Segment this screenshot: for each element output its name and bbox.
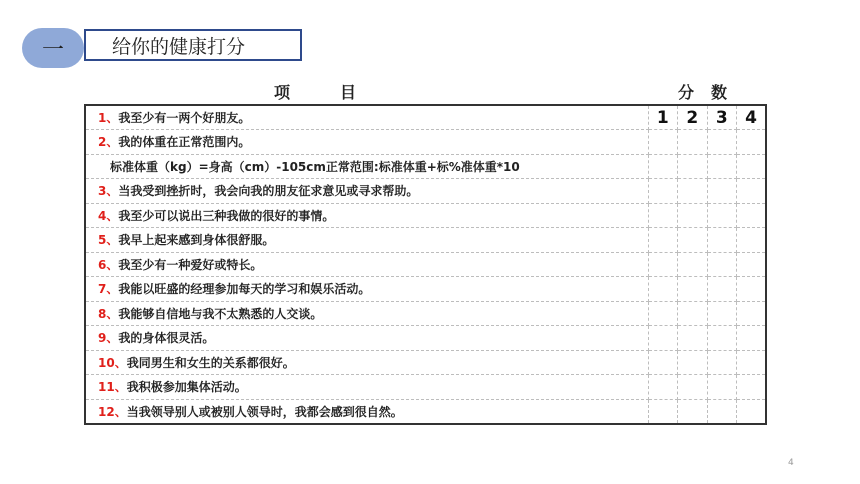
score-cell[interactable] xyxy=(678,130,708,155)
item-text: 我至少可以说出三种我做的很好的事情。 xyxy=(118,208,335,223)
score-cell[interactable] xyxy=(737,326,767,351)
item-number: 2、 xyxy=(98,135,119,150)
item-cell xyxy=(85,375,648,400)
page-number: 4 xyxy=(788,458,794,468)
score-cell[interactable] xyxy=(678,301,708,326)
item-cell xyxy=(85,203,648,228)
table-row xyxy=(85,326,766,351)
item-cell xyxy=(85,130,648,155)
score-cell[interactable] xyxy=(737,399,767,424)
item-text: 我同男生和女生的关系都很好。 xyxy=(126,355,295,370)
item-number: 7、 xyxy=(98,282,119,297)
table-row xyxy=(85,399,766,424)
score-cell[interactable] xyxy=(678,399,708,424)
score-cell[interactable] xyxy=(678,326,708,351)
score-cell[interactable] xyxy=(678,228,708,253)
table-row xyxy=(85,179,766,204)
score-cell[interactable] xyxy=(737,350,767,375)
item-text: 我至少有一种爱好或特长。 xyxy=(118,257,263,272)
item-number: 1、 xyxy=(98,111,119,125)
score-cell[interactable] xyxy=(737,277,767,302)
table-row xyxy=(85,228,766,253)
item-number: 6、 xyxy=(98,257,119,272)
item-cell xyxy=(85,301,648,326)
table-row xyxy=(85,130,766,155)
score-cell[interactable] xyxy=(707,130,737,155)
score-header-2: 2 xyxy=(678,105,708,130)
score-cell[interactable] xyxy=(648,277,678,302)
item-text: 当我领导别人或被别人领导时，我都会感到很自然。 xyxy=(126,404,403,419)
score-cell[interactable] xyxy=(707,326,737,351)
item-text: 我至少有一两个好朋友。 xyxy=(118,111,251,125)
item-text: 标准体重（kg）=身高（cm）-105cm正常范围:标准体重+标%准体重*10 xyxy=(110,159,520,174)
column-header-score: 分 数 xyxy=(678,83,728,102)
score-cell[interactable] xyxy=(648,179,678,204)
score-cell[interactable] xyxy=(737,130,767,155)
health-score-table xyxy=(84,104,767,425)
score-cell[interactable] xyxy=(737,301,767,326)
score-cell[interactable] xyxy=(648,350,678,375)
section-title: 给你的健康打分 xyxy=(84,29,302,61)
score-cell[interactable] xyxy=(737,375,767,400)
table-row xyxy=(85,105,766,130)
score-cell[interactable] xyxy=(737,179,767,204)
score-cell[interactable] xyxy=(678,179,708,204)
item-cell xyxy=(85,252,648,277)
score-cell[interactable] xyxy=(707,154,737,179)
score-cell[interactable] xyxy=(707,350,737,375)
score-cell[interactable] xyxy=(678,375,708,400)
score-cell[interactable] xyxy=(678,277,708,302)
item-text: 我能够自信地与我不太熟悉的人交谈。 xyxy=(118,306,323,321)
item-text: 我的体重在正常范围内。 xyxy=(118,135,251,150)
table-row xyxy=(85,301,766,326)
section-number-badge: 一 xyxy=(22,28,84,68)
item-text: 我积极参加集体活动。 xyxy=(126,380,247,395)
score-cell[interactable] xyxy=(678,203,708,228)
item-cell xyxy=(85,326,648,351)
score-cell[interactable] xyxy=(648,399,678,424)
item-cell xyxy=(85,228,648,253)
table-row xyxy=(85,375,766,400)
item-text: 当我受到挫折时，我会向我的朋友征求意见或寻求帮助。 xyxy=(118,184,419,199)
item-cell xyxy=(85,277,648,302)
score-cell[interactable] xyxy=(648,301,678,326)
item-cell xyxy=(85,350,648,375)
table-row xyxy=(85,203,766,228)
item-cell xyxy=(85,399,648,424)
score-cell[interactable] xyxy=(648,203,678,228)
score-cell[interactable] xyxy=(707,301,737,326)
item-number: 10、 xyxy=(98,355,127,370)
score-cell[interactable] xyxy=(648,154,678,179)
score-cell[interactable] xyxy=(707,203,737,228)
table-row xyxy=(85,154,766,179)
item-number: 4、 xyxy=(98,208,119,223)
score-cell[interactable] xyxy=(707,375,737,400)
score-cell[interactable] xyxy=(678,350,708,375)
item-cell xyxy=(85,154,648,179)
item-number: 8、 xyxy=(98,306,119,321)
item-number: 3、 xyxy=(98,184,119,199)
item-number: 12、 xyxy=(98,404,127,419)
score-header-4: 4 xyxy=(737,105,767,130)
score-cell[interactable] xyxy=(707,399,737,424)
item-number: 11、 xyxy=(98,380,127,395)
item-cell xyxy=(85,105,648,130)
score-cell[interactable] xyxy=(737,252,767,277)
item-text: 我的身体很灵活。 xyxy=(118,331,215,346)
score-cell[interactable] xyxy=(678,154,708,179)
item-cell xyxy=(85,179,648,204)
score-cell[interactable] xyxy=(648,375,678,400)
item-text: 我能以旺盛的经理参加每天的学习和娱乐活动。 xyxy=(118,282,371,297)
score-cell[interactable] xyxy=(737,154,767,179)
score-cell[interactable] xyxy=(737,228,767,253)
score-cell[interactable] xyxy=(648,326,678,351)
item-number: 9、 xyxy=(98,331,119,346)
score-header-3: 3 xyxy=(707,105,737,130)
score-cell[interactable] xyxy=(707,179,737,204)
score-cell[interactable] xyxy=(678,252,708,277)
score-cell[interactable] xyxy=(707,228,737,253)
column-header-item: 项 目 xyxy=(274,83,357,102)
score-cell[interactable] xyxy=(707,277,737,302)
item-text: 我早上起来感到身体很舒服。 xyxy=(118,233,275,248)
score-cell[interactable] xyxy=(707,252,737,277)
score-cell[interactable] xyxy=(648,228,678,253)
score-header-1: 1 xyxy=(648,105,678,130)
score-cell[interactable] xyxy=(737,203,767,228)
table-row xyxy=(85,350,766,375)
table-row xyxy=(85,252,766,277)
score-cell[interactable] xyxy=(648,130,678,155)
item-number: 5、 xyxy=(98,233,119,248)
table-row xyxy=(85,277,766,302)
score-cell[interactable] xyxy=(648,252,678,277)
